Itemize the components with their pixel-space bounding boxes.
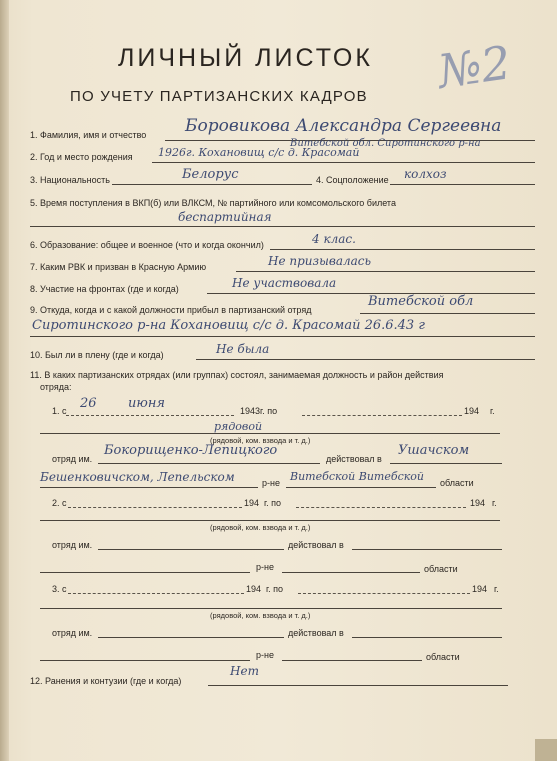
s1-district-2: Бешенковичском, Лепельском: [40, 470, 235, 484]
field-2-note: Витебской обл. Сиротинского р-на: [290, 138, 481, 149]
s1-oblasti-label: области: [440, 478, 474, 488]
torn-corner: [535, 739, 557, 761]
field-4-value: колхоз: [404, 167, 447, 181]
s1-district-2-line: [40, 487, 258, 488]
field-7-line: [236, 271, 535, 272]
document-subtitle: ПО УЧЕТУ ПАРТИЗАНСКИХ КАДРОВ: [70, 88, 368, 105]
field-6-label: 6. Образование: общее и военное (что и когда окончил): [30, 240, 264, 250]
s2-po-label: г. по: [264, 498, 282, 508]
s1-role-caption: (рядовой, ком. взвода и т. д.): [210, 436, 311, 445]
document-title: ЛИЧНЫЙ ЛИСТОК: [118, 44, 373, 72]
s2-position-line: [40, 520, 500, 521]
field-9-line-2: [30, 336, 535, 337]
field-12-value: Нет: [230, 664, 259, 678]
s3-oblast-line: [282, 660, 422, 661]
s2-end-line: [296, 507, 466, 508]
s1-day: 26: [80, 396, 97, 411]
field-4-label: 4. Соцположение: [316, 175, 389, 185]
s1-otryad-label: отряд им.: [52, 454, 93, 464]
field-6-value: 4 клас.: [312, 232, 356, 246]
s3-date-line: [68, 593, 244, 594]
field-1-label: 1. Фамилия, имя и отчество: [30, 130, 147, 140]
s2-otryad-line: [98, 549, 284, 550]
corner-number: №2: [434, 35, 515, 99]
s1-date-line: [66, 415, 234, 416]
s1-district-line: [390, 463, 502, 464]
field-9-line-1: [360, 313, 535, 314]
s2-prefix: 2. с: [52, 498, 67, 508]
field-7-value: Не призывалась: [268, 254, 372, 268]
s3-otryad-line: [98, 637, 284, 638]
field-6-line: [270, 249, 535, 250]
s2-year-suffix: г.: [492, 498, 497, 508]
s1-otryad: Бокорищенко-Лепицкого: [104, 443, 278, 458]
s1-position-line: [40, 433, 500, 434]
s1-year: 1943г. по: [240, 406, 278, 416]
s3-po-label: г. по: [266, 584, 284, 594]
field-3-value: Белорус: [182, 167, 239, 182]
s1-otryad-line: [98, 463, 320, 464]
s1-rne-label: р-не: [262, 478, 280, 488]
s2-rne-label: р-не: [256, 562, 274, 572]
s2-year: 194: [244, 498, 260, 508]
s3-otryad-label: отряд им.: [52, 628, 93, 638]
binding-edge: [0, 0, 9, 761]
field-10-value: Не была: [216, 342, 270, 356]
field-2-label: 2. Год и место рождения: [30, 152, 133, 162]
s1-deistvoval-label: действовал в: [326, 454, 382, 464]
field-2-value: 1926г. Кохановищ с/с д. Красомай: [158, 146, 360, 159]
field-11-label: 11. В каких партизанских отрядах (или группах) состоял, занимаемая должность и район действия: [30, 370, 444, 380]
field-12-line: [208, 685, 508, 686]
s3-year-end: 194: [472, 584, 488, 594]
s2-date-line: [68, 507, 242, 508]
field-9-label: 9. Откуда, когда и с какой должности прибыл в партизанский отряд: [30, 305, 312, 315]
field-4-line: [390, 184, 535, 185]
field-8-label: 8. Участие на фронтах (где и когда): [30, 284, 179, 294]
field-5-value: беспартийная: [178, 210, 272, 224]
s1-position: рядовой: [214, 420, 263, 433]
field-10-label: 10. Был ли в плену (где и когда): [30, 350, 164, 360]
s3-position-line: [40, 608, 502, 609]
field-2-line: [152, 162, 535, 163]
s3-oblasti-label: области: [426, 652, 460, 662]
s2-district-line: [352, 549, 502, 550]
field-3-label: 3. Национальность: [30, 175, 110, 185]
s2-oblast-line: [282, 572, 420, 573]
s3-deistvoval-label: действовал в: [288, 628, 344, 638]
s3-prefix: 3. с: [52, 584, 67, 594]
field-5-line: [30, 226, 535, 227]
field-1-value: Боровикова Александра Сергеевна: [185, 116, 502, 136]
s3-rne-line: [40, 660, 250, 661]
s2-rne-line: [40, 572, 250, 573]
s3-rne-label: р-не: [256, 650, 274, 660]
s1-oblast: Витебской Витебской: [290, 470, 425, 483]
s3-year: 194: [246, 584, 262, 594]
s2-otryad-label: отряд им.: [52, 540, 93, 550]
field-11-label-cont: отряда:: [40, 382, 72, 392]
field-7-label: 7. Каким РВК и призван в Красную Армию: [30, 262, 207, 272]
field-3-line: [112, 184, 312, 185]
s2-year-end: 194: [470, 498, 486, 508]
s2-deistvoval-label: действовал в: [288, 540, 344, 550]
s1-end-line: [302, 415, 462, 416]
s3-year-suffix: г.: [494, 584, 499, 594]
field-9-value-1: Витебской обл: [368, 294, 474, 309]
s2-role-caption: (рядовой, ком. взвода и т. д.): [210, 523, 311, 532]
field-9-value-2: Сиротинского р-на Кохановищ с/с д. Красомай 26.6.43 г: [32, 318, 425, 333]
s3-end-line: [298, 593, 470, 594]
s1-district-1: Ушачском: [398, 443, 470, 458]
field-5-label: 5. Время поступления в ВКП(б) или ВЛКСМ, № партийного или комсомольского билета: [30, 198, 396, 208]
s1-month: июня: [128, 396, 165, 411]
field-12-label: 12. Ранения и контузии (где и когда): [30, 676, 182, 686]
s3-district-line: [352, 637, 502, 638]
s1-prefix: 1. с: [52, 406, 67, 416]
s1-year-end: 194: [464, 406, 480, 416]
s1-oblast-line: [286, 487, 436, 488]
s2-oblasti-label: области: [424, 564, 458, 574]
s1-year-suffix: г.: [490, 406, 495, 416]
s3-role-caption: (рядовой, ком. взвода и т. д.): [210, 611, 311, 620]
field-10-line: [196, 359, 535, 360]
field-8-value: Не участвовала: [232, 276, 337, 290]
